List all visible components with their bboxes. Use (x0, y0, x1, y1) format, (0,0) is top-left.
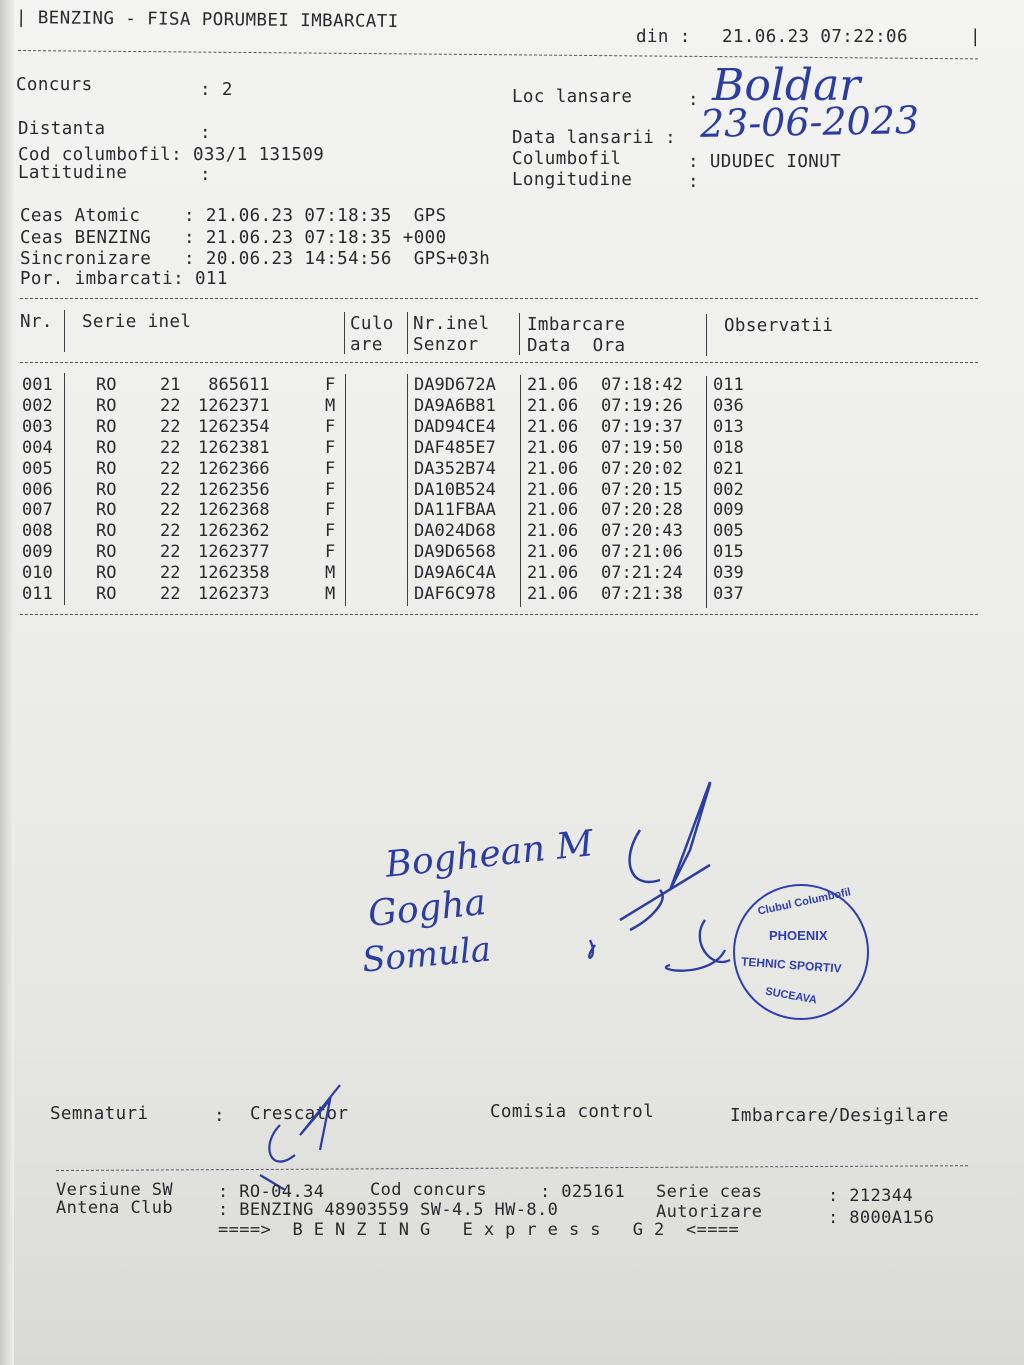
cell-nr: 007 (22, 500, 53, 521)
columbofil-value: : UDUDEC IONUT (688, 152, 842, 172)
cell-nr: 004 (22, 437, 53, 458)
body-sep-4 (520, 375, 521, 607)
cell-nr: 006 (22, 479, 53, 500)
cell-year: 22 (160, 563, 181, 584)
table-row (0, 521, 1000, 542)
col-imbarcare-header-2: Data Ora (527, 336, 626, 356)
body-sep-1 (64, 373, 65, 605)
cell-sex: F (325, 458, 336, 479)
cell-obs: 018 (713, 437, 744, 458)
cell-year: 22 (160, 437, 181, 458)
cell-nr: 002 (22, 395, 53, 416)
concurs-value: : 2 (200, 80, 233, 100)
committee-signatures (560, 770, 760, 990)
page-edge-shadow (0, 0, 14, 1365)
cell-country: RO (96, 416, 117, 437)
cell-obs: 037 (713, 584, 744, 604)
cell-ring: 1262381 (198, 437, 270, 458)
cell-country: RO (96, 437, 117, 458)
header-sep-1 (64, 310, 65, 352)
data-lansarii-handwritten: 23-06-2023 (699, 98, 920, 146)
data-lansarii-label: Data lansarii : (512, 128, 677, 148)
antena-label: Antena Club (56, 1198, 173, 1218)
cell-sex: F (325, 542, 336, 563)
club-stamp (733, 884, 869, 1020)
cell-date: 21.06 (527, 437, 579, 458)
cell-year: 22 (160, 584, 181, 604)
col-nrinel-header: Nr.inel (413, 314, 490, 334)
semnaturi-label: Semnaturi (50, 1104, 149, 1124)
cell-obs: 005 (713, 521, 744, 542)
imbarcare-label: Imbarcare/Desigilare (730, 1106, 949, 1126)
serie-ceas-value: : 212344 (828, 1186, 914, 1206)
clock-divider (20, 298, 978, 299)
cell-country: RO (96, 458, 117, 479)
cell-ring: 1262371 (198, 395, 270, 416)
stamp-top-text: Clubul Columbofil (756, 886, 852, 918)
cell-date: 21.06 (527, 500, 579, 521)
cell-nr: 011 (22, 584, 53, 604)
cell-sex: F (325, 479, 336, 500)
versiune-value: : RO-04.34 (218, 1182, 325, 1202)
cell-sensor: DA9D672A (414, 375, 496, 395)
cell-time: 07:19:50 (601, 437, 683, 458)
cell-ring: 1262358 (198, 563, 270, 584)
cell-obs: 011 (713, 375, 744, 395)
cell-date: 21.06 (527, 395, 579, 416)
cell-country: RO (96, 584, 117, 604)
document-title: | BENZING - FISA PORUMBEI IMBARCATI (15, 8, 399, 33)
loc-lansare-sep: : (688, 90, 699, 110)
table-row (0, 500, 1000, 521)
longitudine-sep: : (688, 172, 699, 192)
date-label: din : (636, 27, 691, 47)
stamp-phoenix: PHOENIX (769, 928, 828, 943)
table-row (0, 584, 1000, 605)
cell-year: 22 (160, 479, 181, 500)
cell-date: 21.06 (527, 563, 579, 584)
cell-sex: M (325, 563, 336, 584)
autorizare-value: : 8000A156 (828, 1208, 935, 1228)
cell-ring: 1262377 (198, 542, 270, 563)
cell-ring: 1262356 (198, 479, 270, 500)
cell-sex: M (325, 584, 336, 604)
table-header-divider (20, 362, 978, 363)
cod-columbofil: Cod columbofil: 033/1 131509 (18, 145, 325, 165)
cell-date: 21.06 (527, 416, 579, 437)
cell-nr: 001 (22, 375, 53, 395)
cell-obs: 009 (713, 500, 744, 521)
cell-year: 22 (160, 416, 181, 437)
header-end-bar: | (970, 27, 981, 47)
header-sep-3 (407, 312, 408, 354)
cell-obs: 015 (713, 542, 744, 563)
cell-obs: 002 (713, 479, 744, 500)
cell-country: RO (96, 521, 117, 542)
cell-ring: 1262368 (198, 500, 270, 521)
cod-concurs-label: Cod concurs (370, 1180, 487, 1200)
cell-sensor: DAF485E7 (414, 437, 496, 458)
benzing-banner: ====> B E N Z I N G E x p r e s s G 2 <==== (218, 1220, 740, 1240)
col-culoare-header-2: are (350, 335, 383, 355)
distanta-sep: : (200, 123, 211, 143)
cell-sex: F (325, 437, 336, 458)
comisia-label: Comisia control (490, 1102, 655, 1122)
table-row (0, 542, 1000, 563)
cell-date: 21.06 (527, 542, 579, 563)
col-imbarcare-header: Imbarcare (527, 315, 626, 335)
loc-lansare-handwritten: Boldar (712, 60, 861, 111)
ceas-atomic: Ceas Atomic : 21.06.23 07:18:35 GPS (20, 206, 447, 226)
table-row (0, 459, 1000, 480)
ceas-benzing: Ceas BENZING : 21.06.23 07:18:35 +000 (20, 228, 447, 248)
cell-country: RO (96, 542, 117, 563)
cell-obs: 036 (713, 395, 744, 416)
cell-year: 22 (160, 542, 181, 563)
table-row (0, 417, 1000, 438)
distanta-label: Distanta (18, 119, 106, 139)
table-bottom-divider (20, 614, 978, 615)
table-row (0, 480, 1000, 501)
header-sep-2 (344, 312, 345, 354)
antena-value: : BENZING 48903559 SW-4.5 HW-8.0 (218, 1200, 559, 1220)
cell-sensor: DAF6C978 (414, 584, 496, 604)
cell-ring: 1262373 (198, 584, 270, 604)
table-row (0, 396, 1000, 417)
cell-time: 07:20:43 (601, 521, 683, 542)
body-sep-3 (407, 374, 408, 606)
cell-country: RO (96, 563, 117, 584)
col-observatii-header: Observatii (724, 316, 834, 336)
cell-ring: 1262362 (198, 521, 270, 542)
cell-year: 22 (160, 521, 181, 542)
cell-year: 21 (160, 375, 181, 395)
handwritten-name-1: Boghean M (383, 823, 596, 886)
header-sep-5 (706, 314, 707, 356)
cell-sex: M (325, 395, 336, 416)
cell-country: RO (96, 500, 117, 521)
col-nrinel-header-2: Senzor (413, 335, 479, 355)
cell-time: 07:20:28 (601, 500, 683, 521)
print-datetime: 21.06.23 07:22:06 (722, 27, 908, 47)
cell-nr: 003 (22, 416, 53, 437)
cell-year: 22 (160, 395, 181, 416)
versiune-label: Versiune SW (56, 1180, 173, 1200)
cell-date: 21.06 (527, 479, 579, 500)
cell-sensor: DA024D68 (414, 521, 496, 542)
cell-time: 07:20:15 (601, 479, 683, 500)
cod-concurs-value: : 025161 (540, 1182, 626, 1202)
cell-nr: 010 (22, 563, 53, 584)
cell-time: 07:19:37 (601, 416, 683, 437)
cell-date: 21.06 (527, 584, 579, 604)
cell-sensor: DA9D6568 (414, 542, 496, 563)
serie-ceas-label: Serie ceas (656, 1182, 763, 1202)
autorizare-label: Autorizare (656, 1202, 763, 1222)
col-nr-header: Nr. (20, 312, 53, 332)
sincronizare: Sincronizare : 20.06.23 14:54:56 GPS+03h (20, 249, 491, 269)
cell-ring: 865611 (198, 375, 270, 395)
columbofil-label: Columbofil (512, 149, 622, 169)
cell-year: 22 (160, 500, 181, 521)
table-row (0, 375, 1000, 396)
cell-nr: 008 (22, 521, 53, 542)
crescator-signature (240, 1080, 360, 1190)
cell-sex: F (325, 500, 336, 521)
cell-nr: 009 (22, 542, 53, 563)
cell-sex: F (325, 521, 336, 542)
latitudine-sep: : (200, 165, 211, 185)
cell-date: 21.06 (527, 375, 579, 395)
crescator-label: Crescator (250, 1104, 349, 1124)
handwritten-name-3: Somula (360, 929, 493, 981)
table-row (0, 563, 1000, 584)
cell-time: 07:20:02 (601, 458, 683, 479)
cell-nr: 005 (22, 458, 53, 479)
cell-country: RO (96, 479, 117, 500)
stamp-bottom-text: SUCEAVA (764, 985, 818, 1007)
porumbei-imbarcati-count: Por. imbarcati: 011 (20, 269, 228, 289)
cell-time: 07:19:26 (601, 395, 683, 416)
table-row (0, 438, 1000, 459)
cell-year: 22 (160, 458, 181, 479)
cell-date: 21.06 (527, 521, 579, 542)
cell-country: RO (96, 375, 117, 395)
concurs-label: Concurs (16, 75, 93, 95)
cell-sensor: DA352B74 (414, 458, 496, 479)
cell-time: 07:18:42 (601, 375, 683, 395)
cell-sex: F (325, 416, 336, 437)
cell-date: 21.06 (527, 458, 579, 479)
cell-time: 07:21:24 (601, 563, 683, 584)
loc-lansare-label: Loc lansare (512, 87, 633, 107)
cell-ring: 1262366 (198, 458, 270, 479)
cell-sensor: DA9A6C4A (414, 563, 496, 584)
cell-sensor: DA11FBAA (414, 500, 496, 521)
cell-sensor: DA10B524 (414, 479, 496, 500)
handwritten-name-2: Gogha (366, 881, 488, 936)
cell-time: 07:21:06 (601, 542, 683, 563)
body-sep-5 (706, 376, 707, 608)
latitudine-label: Latitudine (18, 163, 128, 183)
header-sep-4 (519, 313, 520, 355)
stamp-tehnic-sportiv: TEHNIC SPORTIV (740, 954, 843, 976)
col-culoare-header: Culo (350, 314, 394, 334)
semnaturi-sep: : (214, 1106, 225, 1126)
cell-sensor: DA9A6B81 (414, 395, 496, 416)
cell-country: RO (96, 395, 117, 416)
cell-time: 07:21:38 (601, 584, 683, 604)
longitudine-label: Longitudine (512, 170, 633, 190)
cell-ring: 1262354 (198, 416, 270, 437)
cell-obs: 021 (713, 458, 744, 479)
cell-sensor: DAD94CE4 (414, 416, 496, 437)
col-serie-header: Serie inel (82, 312, 192, 332)
cell-obs: 039 (713, 563, 744, 584)
cell-obs: 013 (713, 416, 744, 437)
body-sep-2 (345, 374, 346, 606)
cell-sex: F (325, 375, 336, 395)
